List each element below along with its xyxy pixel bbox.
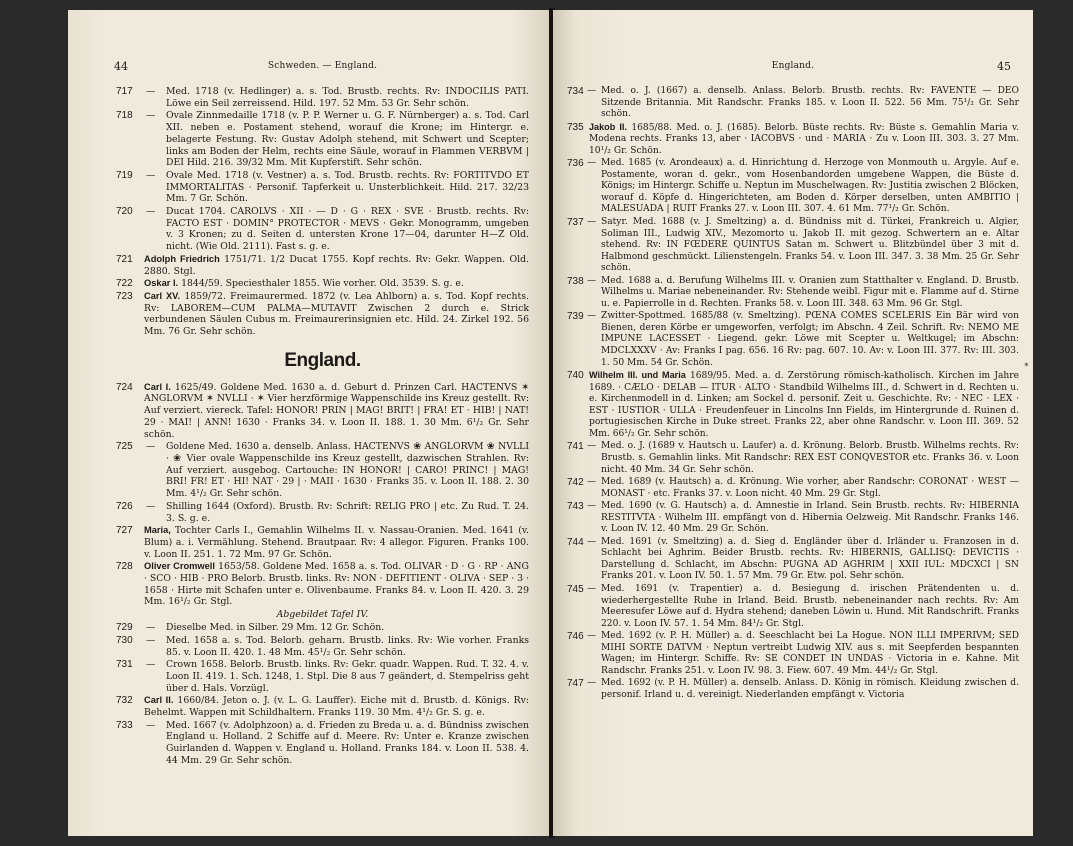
- entry-text: Med. 1692 (v. P. H. Müller) a. d. Seeschlacht bei La Hogue. NON ILLI IMPERIVM; SED MIHI SORTE DATVM · Neptun vertreibt Ludwig XIV. aus s. mit Seepferden bespannten Wagen; im Hintergr. Schiffe. Rv: SE CONDET IN UNDAS · Victoria in e. Kahne. Mit Randschr. Franks 251. v. Loon IV. 98. 3. Fiew. 607. 49 Mm. 44¹/₂ Gr. Stgl.: [601, 631, 1019, 676]
- ruler-name: Oliver Cromwell: [144, 561, 215, 572]
- entry-number: 730: [116, 634, 133, 646]
- entry-number: 737: [567, 217, 584, 229]
- entry-number: 734: [567, 86, 584, 97]
- left-running-head: [116, 58, 529, 74]
- entry-number: 720: [116, 206, 133, 218]
- ditto-dash: —: [146, 441, 156, 453]
- catalog-entry: [567, 501, 1019, 536]
- catalog-entry: [116, 110, 529, 169]
- entry-text: Dieselbe Med. in Silber. 29 Mm. 12 Gr. Schön.: [166, 622, 385, 634]
- entry-text: Crown 1658. Belorb. Brustb. links. Rv: Gekr. quadr. Wappen. Rud. T. 32. 4. v. Loon II. 419. 1. Sch. 1248, 1. Stpl. Die 8 aus 7 geändert, d. Stempelriss geht über d. Hals. Vorzügl.: [166, 659, 529, 694]
- entry-number: 747: [567, 678, 584, 690]
- catalog-entry: [567, 678, 1019, 701]
- entry-text: Med. 1691 (v. Trapentier) a. d. Besiegung d. irischen Prätendenten u. d. wiederhergestellte Ruhe in Irland. Beid. Brustb. nebeneinander nach rechts. Rv: Am Meeresufer Löwe auf d. Hydra stehend; daneben Löwin u. Hund. Mit Randschrift. Franks 220. v. Loon IV. 57. 1. 54 Mm. 84¹/₂ Gr. Stgl.: [601, 583, 1019, 629]
- catalog-entry: [116, 382, 529, 441]
- entry-text: 1625/49. Goldene Med. 1630 a. d. Geburt d. Prinzen Carl. HACTENVS ✶ ANGLORVM ✶ NVLLI · ✶ Vier herzförmige Wappenschilde ins Kreuz gestellt. Rv: Auf verziert. viereck. Tafel: HONOR! PRIN | MAG! BRIT! | FRA! ET · HIB! | NAT! 29 · MAI! | ANN! 1630 · Franks 34. v. Loon II. 188. 1. 30 Mm. 6¹/₂ Gr. Sehr schön.: [144, 381, 529, 440]
- catalog-entry: [567, 122, 1019, 158]
- entry-text: 1653/58. Goldene Med. 1658 a. s. Tod. OLIVAR · D · G · RP · ANG · SCO · HIB · PRO Belorb. Brustb. links. Rv: NON · DEFITIENT · OLIVA · SEP · 3 · 1658 · Hirte mit Schafen unter e. Olivenbaume. Franks 84. v. Loon II. 420. 3. 29 Mm. 16¹/₂ Gr. Stgl.: [144, 561, 529, 608]
- ditto-dash: —: [146, 719, 156, 731]
- catalog-entry: [567, 441, 1019, 476]
- entry-number: 729: [116, 622, 133, 634]
- catalog-entry: [116, 86, 529, 109]
- entry-number: 723: [116, 290, 133, 302]
- catalog-entry: [567, 311, 1019, 369]
- entry-number: 736: [567, 158, 584, 170]
- entry-number: 732: [116, 695, 133, 707]
- ruler-name: Adolph Friedrich: [144, 253, 220, 264]
- ditto-dash: —: [587, 678, 597, 689]
- plate-note: Abgebildet Tafel IV.: [276, 609, 369, 621]
- entry-number: 728: [116, 561, 133, 573]
- catalog-entry: [567, 584, 1019, 630]
- catalog-entry: [116, 720, 529, 767]
- ditto-dash: —: [587, 501, 597, 512]
- catalog-entry: [116, 278, 529, 290]
- catalog-entry: [116, 635, 529, 658]
- right-page-number: 45: [997, 60, 1011, 73]
- ruler-name: Carl XV.: [144, 290, 181, 301]
- entry-text: Med. 1685 (v. Arondeaux) a. d. Hinrichtung d. Herzoge von Monmouth u. Argyle. Auf e. Postamente, woran d. gekr., vom Hosenbandorden umgebene Wappen, die Büste d. Königs; im Hintergr. Schiffe u. Neptun im Muschelwagen. Rv: Justitia zwischen 2 Blöcken, worauf d. Köpfe d. Hingerichteten, am Boden d. Körper derselben, unten AMBITIO | MALESUADA | RUIT Franks 27. v. Loon III. 307. 4. 61 Mm. 77¹/₂ Gr. Schön.: [601, 158, 1019, 215]
- ditto-dash: —: [587, 631, 597, 642]
- catalog-entry: [116, 659, 529, 694]
- catalog-entry: [116, 695, 529, 718]
- ditto-dash: —: [587, 217, 597, 228]
- left-page-number: 44: [114, 60, 128, 73]
- catalog-entry: [116, 622, 529, 634]
- entry-number: 727: [116, 525, 133, 537]
- entry-number: 738: [567, 275, 584, 287]
- ditto-dash: —: [587, 536, 597, 547]
- ruler-name: Jakob II.: [589, 121, 627, 132]
- catalog-entry: [567, 631, 1019, 677]
- catalog-entry: [567, 370, 1019, 440]
- ditto-dash: —: [587, 275, 597, 286]
- ditto-dash: —: [146, 659, 156, 671]
- entry-text: Goldene Med. 1630 a. denselb. Anlass. HACTENVS ❀ ANGLORVM ❀ NVLLI · ❀ Vier ovale Wappenschilde ins Kreuz gestellt, dazwischen Strahlen. Rv: Auf verziert. ausgebog. Cartouche: IN HONOR! | CARO! PRINC! | MAG! BRI! FR! ET · HI! NAT · 29 | · MAII · 1630 · Franks 35. v. Loon II. 188. 2. 30 Mm. 4¹/₂ Gr. Sehr schön.: [166, 441, 529, 500]
- entry-text: 1859/72. Freimaurermed. 1872 (v. Lea Ahlborn) a. s. Tod. Kopf rechts. Rv: LABOREM—CUM PALMA—MUTAVIT Zwischen 2 durch e. Strick verbundenen Säulen Cubus m. Freimaurerinsignien etc. Hild. 24. Zirkel 192. 56 Mm. 76 Gr. Sehr schön.: [144, 290, 529, 338]
- entry-number: 741: [567, 441, 584, 453]
- entry-text: Med. 1718 (v. Hedlinger) a. s. Tod. Brustb. rechts. Rv: INDOCILIS PATI. Löwe ein Seil zerreissend. Hild. 197. 52 Mm. 53 Gr. Sehr schön.: [166, 86, 529, 109]
- entry-text: 1660/84. Jeton o. J. (v. L. G. Lauffer). Eiche mit d. Brustb. d. Königs. Rv: Behelmt. Wappen mit Schildhaltern. Franks 119. 30 Mm. 4¹/₂ Gr. S. g. e.: [144, 695, 529, 719]
- ditto-dash: —: [587, 441, 597, 452]
- entry-number: 724: [116, 381, 133, 393]
- ditto-dash: —: [146, 86, 156, 97]
- entry-text: Tochter Carls I., Gemahlin Wilhelms II. v. Nassau-Oranien. Med. 1641 (v. Blum) a. i. Vermählung. Stehend. Brautpaar. Rv: 4 allegor. Figuren. Franks 100. v. Loon II. 251. 1. 72 Mm. 97 Gr. Schön.: [144, 525, 529, 560]
- right-running-title: England.: [771, 61, 815, 71]
- entry-number: 731: [116, 659, 133, 671]
- entry-text: 1689/95. Med. a. d. Zerstörung römisch-katholisch. Kirchen im Jahre 1689. · CÆLO · DELAB — ITUR · ALTO · Standbild Wilhelms III., d. Schwert in d. Rechten u. e. Kirchenmodell in d. Linken; am Sockel d. personif. Zeit u. Geschichte. Rv: · NEC · LEX · EST · IUSTIOR · ULLA · Freudenfeuer in Lincolns Inn Fields, im Hintergrunde d. Ruinen d. portugiesischen Kirche in Duke street. Franks 22, aber ohne Randschr. v. Loon III. 369. 52 Mm. 66¹/₂ Gr. Sehr schön.: [589, 371, 1019, 439]
- ditto-dash: —: [587, 311, 597, 322]
- entry-number: 743: [567, 501, 584, 513]
- ruler-name: Wilhelm III. und Maria: [589, 370, 686, 381]
- entry-text: 1751/71. 1/2 Ducat 1755. Kopf rechts. Rv: Gekr. Wappen. Old. 2880. Stgl.: [144, 253, 529, 277]
- section-heading-england: England.: [284, 349, 361, 371]
- right-running-head: [567, 58, 1019, 74]
- ditto-dash: —: [146, 622, 156, 634]
- entry-text: Ovale Zinnmedaille 1718 (v. P. P. Werner u. G. F. Nürnberger) a. s. Tod. Carl XII. neben e. Postament stehend, worauf die Krone; im Hintergr. e. belagerte Festung. Rv: Gustav Adolph stehend, mit Schwert und Scepter; links am Boden der Helm, rechts eine Säule, worauf in Flammen VERBVM | DEI Hild. 216. 39/32 Mm. Mit Kupferstift. Sehr schön.: [166, 110, 529, 169]
- ditto-dash: —: [587, 583, 597, 594]
- entry-text: Med. o. J. (1689 v. Hautsch u. Laufer) a. d. Krönung. Belorb. Brustb. Wilhelms rechts. Rv: Brustb. s. Gemahlin links. Mit Randschr: REX EST CONQVESTOR etc. Franks 36. v. Loon nicht. 40 Mm. 34 Gr. Sehr schön.: [601, 441, 1019, 475]
- catalog-entry: [567, 86, 1019, 121]
- entry-text: Shilling 1644 (Oxford). Brustb. Rv: Schrift: RELIG PRO | etc. Zu Rud. T. 24. 3. S. g. e.: [166, 500, 529, 524]
- entry-number: 721: [116, 253, 133, 265]
- entry-number: 746: [567, 631, 584, 643]
- ditto-dash: —: [587, 158, 597, 169]
- ruler-name: Carl I.: [144, 381, 171, 392]
- ditto-dash: —: [587, 86, 597, 96]
- entry-number: 742: [567, 477, 584, 489]
- entry-number: 745: [567, 583, 584, 595]
- catalog-entry: [116, 170, 529, 205]
- sweden-entries: [116, 86, 529, 338]
- entry-text: Satyr. Med. 1688 (v. J. Smeltzing) a. d. Bündniss mit d. Türkei, Frankreich u. Algier, Soliman III., Ludwig XIV., Mezomorto u. Jakob II. mit gezog. Schwertern an e. Altar stehend. Rv: IN FŒDERE QUINTUS Satan m. Schwert u. Blitzbündel über 3 mit d. Halbmond geschmückt. Lilienstengeln. Franks 54. v. Loon III. 347. 3. 38 Mm. 25 Gr. Sehr schön.: [601, 217, 1019, 274]
- entry-number: 744: [567, 536, 584, 548]
- entry-text: 1685/88. Med. o. J. (1685). Belorb. Büste rechts. Rv: Büste s. Gemahlin Maria v. Modena rechts. Franks 13, aber · IACOBVS · und · MARIA · Zu v. Loon III. 303. 3. 27 Mm. 10¹/₂ Gr. Schön.: [589, 122, 1019, 156]
- ruler-name: Carl II.: [144, 695, 174, 706]
- entry-number: 725: [116, 441, 133, 453]
- catalog-entry: [116, 206, 529, 253]
- entry-number: 733: [116, 719, 133, 731]
- entry-text: Med. 1692 (v. P. H. Müller) a. denselb. Anlass. D. König in römisch. Kleidung zwischen d. personif. Irland u. d. vereinigt. Niederlanden empfängt v. Victoria: [601, 678, 1019, 700]
- entry-text: Med. 1667 (v. Adolphzoon) a. d. Frieden zu Breda u. a. d. Bündniss zwischen England u. Holland. 2 Schiffe auf d. Meere. Rv: Unter e. Kranze zwischen Guirlanden d. Wappen v. England u. Holland. Franks 184. v. Loon II. 538. 4. 44 Mm. 29 Gr. Sehr schön.: [166, 719, 529, 766]
- catalog-entry: [567, 158, 1019, 216]
- catalog-entry: [116, 291, 529, 338]
- entry-text: Med. 1658 a. s. Tod. Belorb. geharn. Brustb. links. Rv: Wie vorher. Franks 85. v. Loon II. 420. 1. 48 Mm. 45¹/₂ Gr. Sehr schön.: [166, 634, 529, 658]
- entry-text: Med. 1688 a. d. Berufung Wilhelms III. v. Oranien zum Statthalter v. England. D. Brustb. Wilhelms u. Mariae nebeneinander. Rv: Stehende weibl. Figur mit e. Flamme auf d. Stirne u. e. Papierrolle in d. Rechten. Franks 58. v. Loon III. 348. 63 Mm. 96 Gr. Stgl.: [601, 275, 1019, 309]
- catalog-entry: [567, 477, 1019, 500]
- ruler-name: Maria,: [144, 525, 171, 536]
- catalog-entry: [567, 537, 1019, 583]
- entry-text: Zwitter-Spottmed. 1685/88 (v. Smeltzing). PŒNA COMES SCELERIS Ein Bär wird von Bienen, deren Körbe er umgeworfen, verfolgt; im Abschn. 4 Zeil. Schrift. Rv: NEMO ME IMPUNE LACESSET · Liegend. gekr. Löwe mit Scepter u. Weltkugel; im Abschn: MDCLXXXV · Av: Franks I pag. 656. 16 Rv: pag. 607. 10. Av: v. Loon III. 377. Rv: III. 303. 1. 50 Mm. 54 Gr. Schön.: [601, 311, 1019, 368]
- left-running-title: Schweden. — England.: [267, 61, 378, 71]
- entry-number: 740: [567, 370, 584, 382]
- entry-number: 739: [567, 311, 584, 323]
- entry-number: 719: [116, 169, 133, 181]
- right-entries: [567, 86, 1019, 701]
- ruler-name: Oskar I.: [144, 278, 179, 289]
- england-entries: [116, 382, 529, 767]
- catalog-entry: [116, 561, 529, 608]
- entry-number: 722: [116, 278, 133, 290]
- left-page: [68, 10, 551, 836]
- ditto-dash: —: [146, 206, 156, 218]
- entry-text: Ducat 1704. CAROLVS · XII · — D · G · REX · SVE · Brustb. rechts. Rv: FACTO EST · DOMIN° PROTECTOR · MEVS · Gekr. Monogramm, umgeben v. 3 Kronen; zu d. Seiten d. untersten Krone 17—04, darunter H—Z Old. nicht. (Wie Old. 2111). Fast s. g. e.: [166, 206, 529, 253]
- entry-text: 1844/59. Speciesthaler 1855. Wie vorher. Old. 3539. S. g. e.: [181, 278, 464, 290]
- ditto-dash: —: [146, 110, 156, 122]
- entry-number: 717: [116, 86, 133, 97]
- catalog-entry: [116, 441, 529, 500]
- entry-text: Med. 1690 (v. G. Hautsch) a. d. Amnestie in Irland. Sein Brustb. rechts. Rv: HIBERNIA RESTITVTA · Wilhelm III. empfängt von d. Hibernia Oelzweig. Mit Randschr. Franks 146. v. Loon IV. 12. 40 Mm. 29 Gr. Schön.: [601, 501, 1019, 535]
- entry-text: Ovale Med. 1718 (v. Vestner) a. s. Tod. Brustb. rechts. Rv: FORTITVDO ET IMMORTALITAS · Personif. Tapferkeit u. Unsterblichkeit. Hild. 217. 32/23 Mm. 7 Gr. Schön.: [166, 169, 529, 205]
- ditto-dash: —: [146, 169, 156, 181]
- entry-number: 718: [116, 110, 133, 122]
- entry-number: 735: [567, 121, 584, 133]
- entry-text: Med. 1689 (v. Hautsch) a. d. Krönung. Wie vorher, aber Randschr: CORONAT · WEST — MONAST · etc. Franks 37. v. Loon nicht. 40 Mm. 29 Gr. Stgl.: [601, 477, 1019, 499]
- catalog-entry: [567, 276, 1019, 311]
- right-page: [553, 10, 1033, 836]
- catalog-entry: [116, 501, 529, 524]
- entry-text: Med. 1691 (v. Smeltzing) a. d. Sieg d. Engländer über d. Irländer u. Franzosen in d. Schlacht bei Aghrim. Beider Brustb. rechts. Rv: HIBERNIS, GALLISQ: DEVICTIS · Darstellung d. Schlacht, im Abschn: PUGNA AD AGHRIM | XXII IUL: MDCXCI | SN Franks 201. v. Loon IV. 50. 1. 57 Mm. 79 Gr. Etw. pol. Sehr schön.: [601, 536, 1019, 582]
- catalog-entry: [116, 254, 529, 277]
- entry-number: 726: [116, 500, 133, 512]
- ditto-dash: —: [146, 500, 156, 512]
- catalog-entry: [567, 217, 1019, 275]
- entry-text: Med. o. J. (1667) a. denselb. Anlass. Belorb. Brustb. rechts. Rv: FAVENTE — DEO Sitzende Britannia. Mit Randschr. Franks 185. v. Loon II. 522. 56 Mm. 75¹/₂ Gr. Sehr schön.: [601, 86, 1019, 120]
- ditto-dash: —: [587, 477, 597, 488]
- catalog-entry: [116, 525, 529, 560]
- margin-mark: ∗: [1023, 360, 1029, 369]
- ditto-dash: —: [146, 634, 156, 646]
